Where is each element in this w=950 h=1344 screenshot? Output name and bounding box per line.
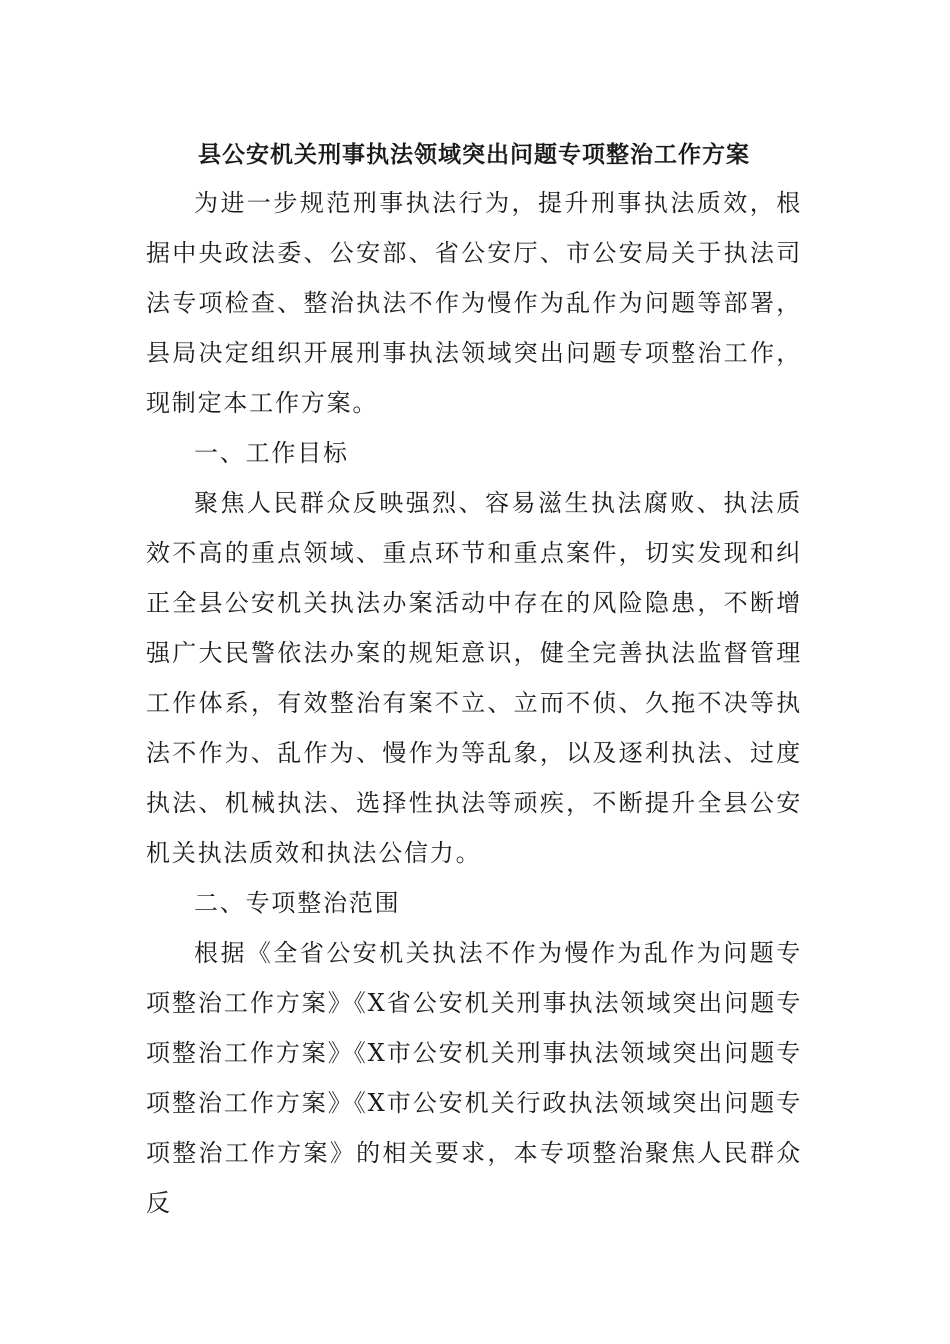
section-heading-goals: 一、工作目标 (194, 439, 349, 467)
intro-paragraph: 为进一步规范刑事执法行为，提升刑事执法质效，根据中央政法委、公安部、省公安厅、市公安局关于执法司法专项检查、整治执法不作为慢作为乱作为问题等部署，县局决定组织开展刑事执法领域突出问题专项整治工作，现制定本工作方案。 (146, 189, 802, 417)
document-page (146, 132, 802, 1228)
document-title: 县公安机关刑事执法领域突出问题专项整治工作方案 (198, 141, 750, 168)
section-paragraph-scope: 根据《全省公安机关执法不作为慢作为乱作为问题专项整治工作方案》《X省公安机关刑事执法领域突出问题专项整治工作方案》《X市公安机关刑事执法领域突出问题专项整治工作方案》《X市公安机关行政执法领域突出问题专项整治工作方案》的相关要求，本专项整治聚焦人民群众反 (146, 939, 802, 1217)
section-paragraph-goals: 聚焦人民群众反映强烈、容易滋生执法腐败、执法质效不高的重点领域、重点环节和重点案件，切实发现和纠正全县公安机关执法办案活动中存在的风险隐患，不断增强广大民警依法办案的规矩意识，健全完善执法监督管理工作体系，有效整治有案不立、立而不侦、久拖不决等执法不作为、乱作为、慢作为等乱象，以及逐利执法、过度执法、机械执法、选择性执法等顽疾，不断提升全县公安机关执法质效和执法公信力。 (146, 489, 802, 867)
section-heading-scope: 二、专项整治范围 (194, 889, 401, 917)
